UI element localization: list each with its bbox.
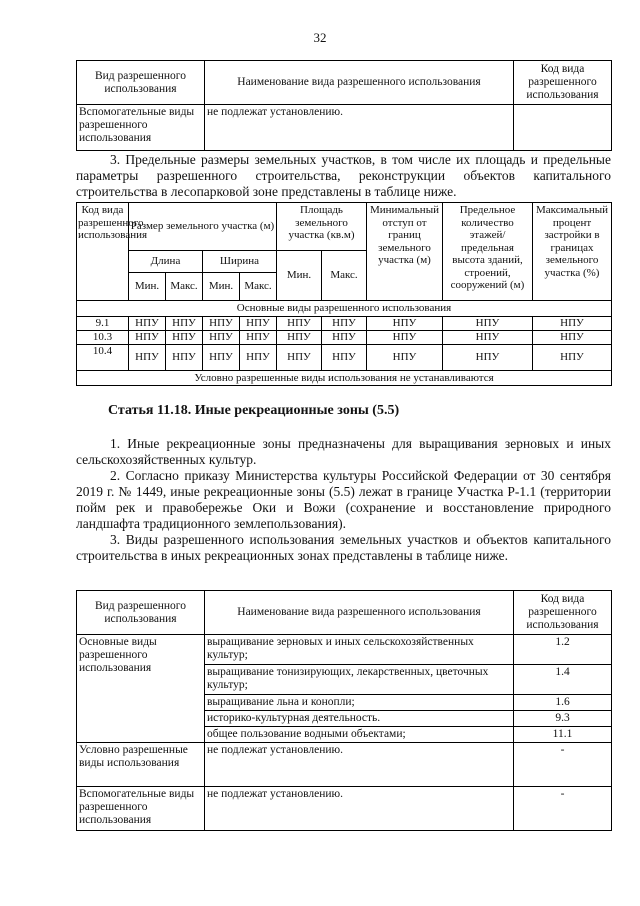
cell-value: НПУ xyxy=(240,344,277,370)
use-name: выращивание зерновых и иных сельскохозяйственных культур; xyxy=(205,635,514,665)
use-code: 1.6 xyxy=(514,695,612,711)
col-length-min-header: Мин. xyxy=(129,273,166,301)
cell-value: НПУ xyxy=(533,344,612,370)
permitted-use-table-top xyxy=(76,60,612,151)
col-size-header: Размер земельного участка (м) xyxy=(129,203,277,251)
paragraph-1: 1. Иные рекреационные зоны предназначены для выращивания зерновых и иных сельскохозяйственных культур. xyxy=(76,436,611,467)
row-use-code xyxy=(514,105,612,151)
cell-value: НПУ xyxy=(129,330,166,344)
use-code: 1.2 xyxy=(514,635,612,665)
parameters-table xyxy=(76,202,612,386)
header-use-name: Наименование вида разрешенного использования xyxy=(205,591,514,635)
cell-value: НПУ xyxy=(240,330,277,344)
col-width-max-header: Макс. xyxy=(240,273,277,301)
col-area-min-header: Мин. xyxy=(277,251,322,301)
main-uses-type: Основные виды разрешенного использования xyxy=(77,635,205,743)
cell-value: НПУ xyxy=(322,330,367,344)
cell-value: НПУ xyxy=(443,330,533,344)
cell-value: НПУ xyxy=(443,344,533,370)
cell-value: НПУ xyxy=(367,316,443,330)
header-use-name: Наименование вида разрешенного использования xyxy=(205,61,514,105)
cell-value: НПУ xyxy=(277,330,322,344)
col-width-header: Ширина xyxy=(203,251,277,273)
col-area-header: Площадь земельного участка (кв.м) xyxy=(277,203,367,251)
header-use-type: Вид разрешенного использования xyxy=(77,591,205,635)
cell-value: НПУ xyxy=(203,344,240,370)
cell-value: НПУ xyxy=(322,344,367,370)
permitted-use-table-bottom xyxy=(76,590,612,831)
cell-value: НПУ xyxy=(203,316,240,330)
cell-value: НПУ xyxy=(166,330,203,344)
use-code: 1.4 xyxy=(514,665,612,695)
auxiliary-uses-name: не подлежат установлению. xyxy=(205,787,514,831)
table-row xyxy=(77,344,612,370)
cell-value: НПУ xyxy=(533,330,612,344)
row-code: 10.3 xyxy=(77,330,129,344)
col-code-header: Код вида разрешенного использования xyxy=(77,203,129,301)
conditional-uses-code: - xyxy=(514,743,612,787)
use-name: выращивание льна и конопли; xyxy=(205,695,514,711)
col-floors-header: Предельное количество этажей/ предельная высота зданий, строений, сооружений (м) xyxy=(443,203,533,301)
row-use-type: Вспомогательные виды разрешенного использования xyxy=(77,105,205,151)
row-code: 10.4 xyxy=(77,344,129,370)
cell-value: НПУ xyxy=(533,316,612,330)
paragraph-2: 2. Согласно приказу Министерства культуры Российской Федерации от 30 сентября 2019 г. № 1449, иные рекреационные зоны (5.5) лежат в границе Участка Р-1.1 (территории пойм рек и правобережье Оки и Вожи (сохранение и восстановление природного ландшафта традиционного землепользования). xyxy=(76,468,611,531)
use-code: 9.3 xyxy=(514,711,612,727)
col-coverage-header: Максимальный процент застройки в границах земельного участка (%) xyxy=(533,203,612,301)
article-paragraphs xyxy=(76,436,611,564)
cell-value: НПУ xyxy=(240,316,277,330)
table-row xyxy=(77,316,612,330)
use-name: выращивание тонизирующих, лекарственных, цветочных культур; xyxy=(205,665,514,695)
header-use-code: Код вида разрешенного использования xyxy=(514,591,612,635)
page-number: 32 xyxy=(313,30,327,45)
table-row xyxy=(77,330,612,344)
cell-value: НПУ xyxy=(166,344,203,370)
cell-value: НПУ xyxy=(277,344,322,370)
conditional-uses-label: Условно разрешенные виды использования не устанавливаются xyxy=(77,370,612,386)
col-length-header: Длина xyxy=(129,251,203,273)
paragraph-3: 3. Виды разрешенного использования земельных участков и объектов капитального строительства в иных рекреационных зонах представлены в таблице ниже. xyxy=(76,532,611,563)
col-length-max-header: Макс. xyxy=(166,273,203,301)
conditional-uses-type: Условно разрешенные виды использования xyxy=(77,743,205,787)
col-width-min-header: Мин. xyxy=(203,273,240,301)
header-use-type: Вид разрешенного использования xyxy=(77,61,205,105)
conditional-uses-name: не подлежат установлению. xyxy=(205,743,514,787)
paragraph-3-size-limits: 3. Предельные размеры земельных участков, в том числе их площадь и предельные параметры разрешенного строительства, реконструкции объектов капитального строительства в лесопарковой зоне представлены в таблице ниже. xyxy=(76,152,611,199)
use-name: историко-культурная деятельность. xyxy=(205,711,514,727)
cell-value: НПУ xyxy=(367,344,443,370)
use-code: 11.1 xyxy=(514,727,612,743)
row-use-name: не подлежат установлению. xyxy=(205,105,514,151)
col-setback-header: Минимальный отступ от границ земельного участка (м) xyxy=(367,203,443,301)
cell-value: НПУ xyxy=(129,316,166,330)
cell-value: НПУ xyxy=(322,316,367,330)
article-heading: Статья 11.18. Иные рекреационные зоны (5.5) xyxy=(108,403,400,418)
cell-value: НПУ xyxy=(277,316,322,330)
cell-value: НПУ xyxy=(203,330,240,344)
cell-value: НПУ xyxy=(367,330,443,344)
row-code: 9.1 xyxy=(77,316,129,330)
header-use-code: Код вида разрешенного использования xyxy=(514,61,612,105)
use-name: общее пользование водными объектами; xyxy=(205,727,514,743)
main-uses-label: Основные виды разрешенного использования xyxy=(77,301,612,317)
cell-value: НПУ xyxy=(129,344,166,370)
auxiliary-uses-type: Вспомогательные виды разрешенного использования xyxy=(77,787,205,831)
col-area-max-header: Макс. xyxy=(322,251,367,301)
cell-value: НПУ xyxy=(443,316,533,330)
cell-value: НПУ xyxy=(166,316,203,330)
auxiliary-uses-code: - xyxy=(514,787,612,831)
